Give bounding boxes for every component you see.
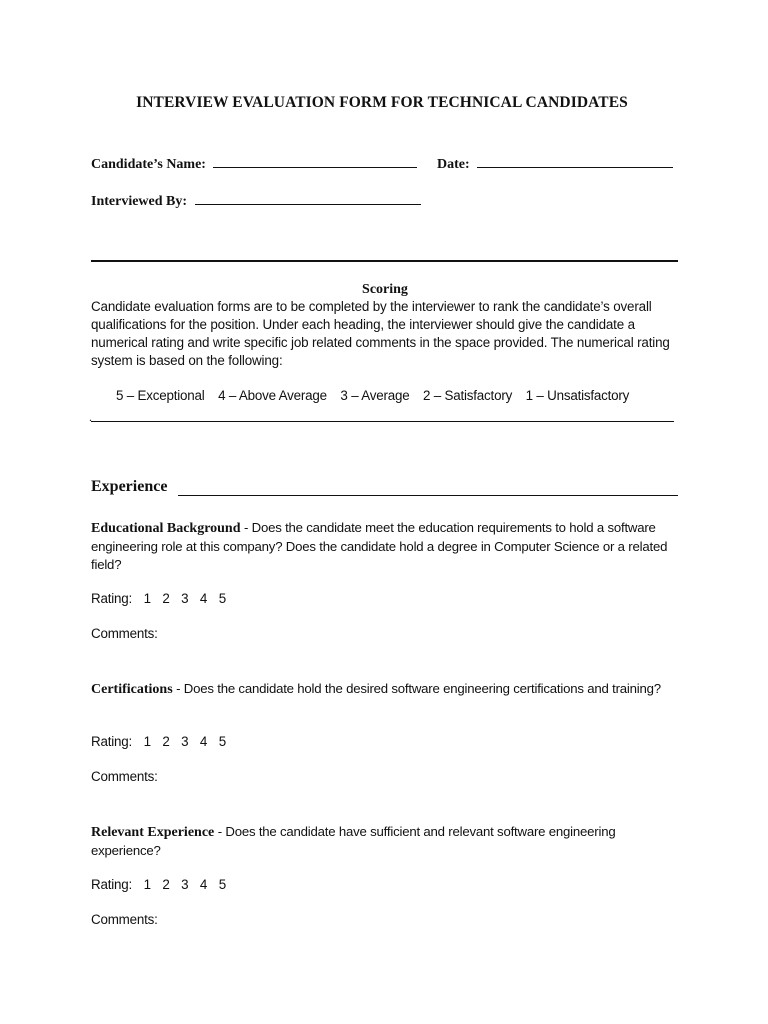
scale-item: 2 – Satisfactory	[422, 388, 513, 403]
rating-option-2[interactable]: 2	[162, 591, 170, 606]
interviewed-by-label: Interviewed By:	[91, 194, 188, 209]
candidate-name-field[interactable]	[213, 153, 417, 168]
rating-option-3[interactable]: 3	[181, 877, 189, 892]
rating-option-5[interactable]: 5	[218, 591, 226, 606]
form-title: INTERVIEW EVALUATION FORM FOR TECHNICAL CANDIDATES	[136, 94, 628, 111]
question-certifications	[91, 680, 681, 699]
rating-row	[91, 877, 226, 892]
rating-option-4[interactable]: 4	[199, 877, 208, 892]
rating-option-5[interactable]: 5	[218, 877, 226, 892]
question-text: - Does the candidate have sufficient and relevant software engineering experience?	[91, 824, 616, 858]
rating-option-3[interactable]: 3	[181, 734, 189, 749]
date-row	[437, 153, 673, 173]
rating-row	[91, 734, 226, 749]
question-title: Relevant Experience	[91, 825, 215, 840]
comments-label: Comments:	[91, 912, 158, 927]
candidate-name-label: Candidate’s Name:	[91, 157, 206, 172]
question-educational-background	[91, 519, 681, 574]
scale-item: 4 – Above Average	[218, 388, 327, 403]
candidate-name-row	[91, 153, 417, 173]
question-title: Educational Background	[91, 521, 241, 536]
interviewed-by-field[interactable]	[195, 190, 421, 205]
section-heading-rule	[178, 495, 678, 496]
date-field[interactable]	[477, 153, 673, 168]
rating-label: Rating:	[91, 877, 133, 892]
scale-item: 3 – Average	[340, 388, 410, 403]
interviewed-by-row	[91, 190, 421, 210]
comments-label: Comments:	[91, 626, 158, 641]
rating-option-1[interactable]: 1	[143, 877, 151, 892]
rating-label: Rating:	[91, 591, 133, 606]
rating-row	[91, 591, 226, 606]
question-title: Certifications	[91, 682, 173, 697]
scale-divider	[91, 421, 674, 422]
scale-item: 1 – Unsatisfactory	[525, 388, 630, 403]
scoring-heading: Scoring	[362, 282, 408, 297]
scoring-description: Candidate evaluation forms are to be completed by the interviewer to rank the candidate’s overall qualifications for the position. Under each heading, the interviewer should give the candidate a numerical rating and write specific job related comments in the space provided. The numerical rating system is based on the following:	[91, 299, 670, 368]
scale-item: 5 – Exceptional	[116, 388, 205, 403]
rating-option-2[interactable]: 2	[162, 877, 170, 892]
rating-option-3[interactable]: 3	[181, 591, 189, 606]
header-divider	[91, 260, 678, 262]
rating-option-1[interactable]: 1	[143, 734, 151, 749]
rating-option-4[interactable]: 4	[199, 591, 208, 606]
question-text: - Does the candidate hold the desired software engineering certifications and training?	[172, 681, 661, 696]
rating-scale	[116, 388, 639, 403]
scale-rule-mark: .	[89, 410, 92, 424]
date-label: Date:	[437, 157, 470, 172]
rating-option-2[interactable]: 2	[162, 734, 170, 749]
rating-option-1[interactable]: 1	[143, 591, 151, 606]
section-heading-experience: Experience	[91, 478, 168, 495]
rating-label: Rating:	[91, 734, 133, 749]
rating-option-5[interactable]: 5	[218, 734, 226, 749]
rating-option-4[interactable]: 4	[199, 734, 208, 749]
question-relevant-experience	[91, 823, 681, 860]
comments-label: Comments:	[91, 769, 158, 784]
question-text: - Does the candidate meet the education requirements to hold a software engineering role at this company? Does the candidate hold a degree in Computer Science or a related field?	[91, 520, 668, 572]
